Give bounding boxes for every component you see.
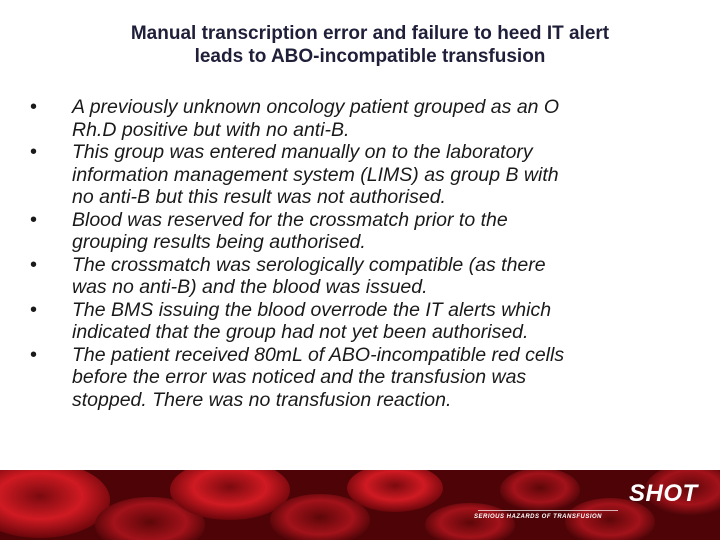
bullet-line: The patient received 80mL of ABO-incompatible red cells [72, 343, 565, 366]
title-line-1: Manual transcription error and failure to heed IT alert [130, 23, 610, 44]
bullet-icon: • [30, 253, 38, 276]
bullet-line: no anti-B but this result was not authorised. [72, 186, 446, 208]
bullet-item [30, 254, 690, 299]
bullet-line: Blood was reserved for the crossmatch prior to the [72, 208, 508, 231]
bullet-icon: • [30, 141, 38, 163]
footer-divider [478, 510, 618, 511]
bullet-line: Rh.D positive but with no anti-B. [72, 118, 350, 141]
bullet-list [30, 96, 690, 411]
bullet-text [72, 344, 690, 412]
bullet-item [30, 141, 690, 209]
bullet-text [72, 209, 690, 254]
bullet-item [30, 299, 690, 344]
bullet-line: grouping results being authorised. [72, 231, 366, 253]
bullet-text [72, 141, 690, 209]
bullet-icon: • [30, 343, 38, 366]
bullet-line: stopped. There was no transfusion reaction. [72, 388, 452, 411]
bullet-line: indicated that the group had not yet been authorised. [72, 321, 529, 343]
blood-cells-graphic [0, 470, 720, 540]
bullet-item [30, 96, 690, 141]
bullet-line: information management system (LIMS) as group B with [72, 163, 559, 186]
bullet-text [72, 96, 690, 141]
bullet-line: The crossmatch was serologically compatible (as there [72, 253, 546, 276]
bullet-icon: • [30, 208, 38, 231]
bullet-line: The BMS issuing the blood overrode the IT alerts which [72, 298, 552, 321]
bullet-text [72, 254, 690, 299]
bullet-line: A previously unknown oncology patient grouped as an O [72, 96, 560, 118]
bullet-item [30, 344, 690, 412]
bullet-text [72, 299, 690, 344]
bullet-item [30, 209, 690, 254]
title-line-2: leads to ABO-incompatible transfusion [194, 46, 546, 67]
bullet-icon: • [30, 96, 38, 118]
slide-title [60, 22, 680, 68]
bullet-line: before the error was noticed and the transfusion was [72, 366, 527, 388]
footer-tagline: SERIOUS HAZARDS OF TRANSFUSION [474, 514, 603, 520]
bullet-line: This group was entered manually on to the laboratory [72, 141, 533, 163]
shot-logo: SHOT [629, 480, 698, 507]
bullet-icon: • [30, 298, 38, 321]
footer-band [0, 470, 720, 540]
bullet-line: was no anti-B) and the blood was issued. [72, 276, 428, 298]
